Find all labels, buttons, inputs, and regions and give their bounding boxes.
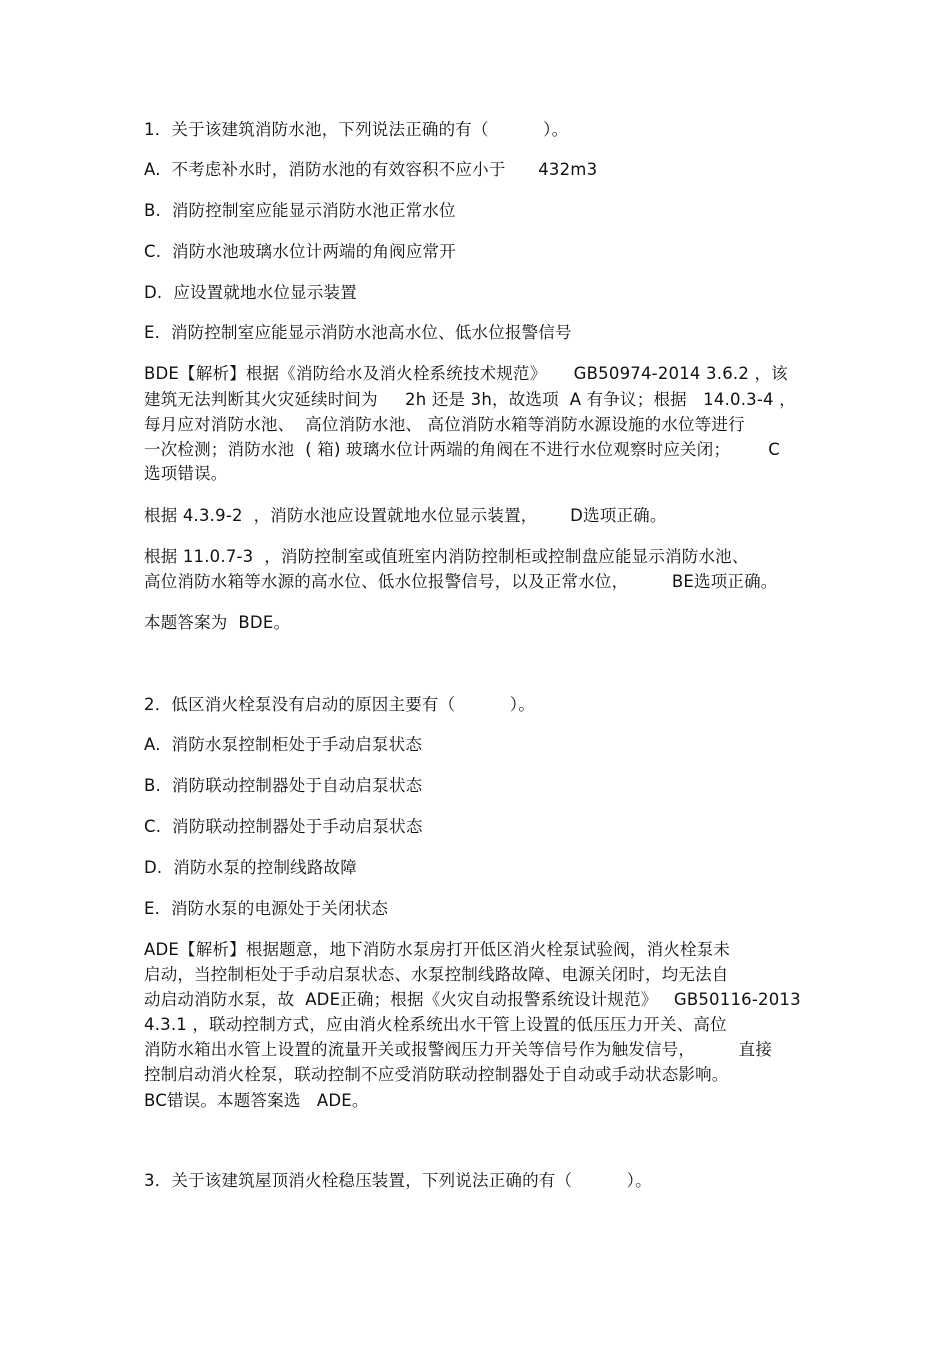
question-1-option-a: A. 不考虑补水时，消防水池的有效容积不应小于 432m3 bbox=[144, 160, 598, 179]
question-2-option-b: B. 消防联动控制器处于自动启泵状态 bbox=[144, 776, 423, 795]
question-2-analysis-line: 动启动消防水泵，故 ADE正确；根据《火灾自动报警系统设计规范》 GB50116-2013 bbox=[144, 990, 801, 1009]
question-1-analysis-line: 根据 4.3.9-2 ，消防水池应设置就地水位显示装置， D选项正确。 bbox=[144, 506, 667, 525]
question-2-analysis-line: 控制启动消火栓泵，联动控制不应受消防联动控制器处于自动或手动状态影响。 bbox=[144, 1065, 729, 1084]
question-1-option-c: C. 消防水池玻璃水位计两端的角阀应常开 bbox=[144, 242, 456, 261]
question-2-analysis-line: 4.3.1 ，联动控制方式，应由消火栓系统出水干管上设置的低压压力开关、高位 bbox=[144, 1015, 727, 1034]
question-2-option-a: A. 消防水泵控制柜处于手动启泵状态 bbox=[144, 735, 423, 754]
question-2-option-e: E. 消防水泵的电源处于关闭状态 bbox=[144, 899, 389, 918]
question-1-analysis-line: 选项错误。 bbox=[144, 464, 228, 483]
question-2-option-c: C. 消防联动控制器处于手动启泵状态 bbox=[144, 817, 423, 836]
question-1-analysis-line: 高位消防水箱等水源的高水位、低水位报警信号，以及正常水位， BE选项正确。 bbox=[144, 572, 778, 591]
question-2-option-d: D. 消防水泵的控制线路故障 bbox=[144, 858, 357, 877]
question-1-analysis-line: 建筑无法判断其火灾延续时间为 2h 还是 3h，故选项 A 有争议；根据 14.0.3-4 ， bbox=[144, 390, 796, 409]
question-2-analysis-line: 消防水箱出水管上设置的流量开关或报警阀压力开关等信号作为触发信号， 直接 bbox=[144, 1040, 773, 1059]
question-2-analysis-line: ADE【解析】根据题意，地下消防水泵房打开低区消火栓泵试验阀，消火栓泵未 bbox=[144, 940, 731, 959]
question-1-analysis-line: 每月应对消防水池、 高位消防水池、 高位消防水箱等消防水源设施的水位等进行 bbox=[144, 415, 745, 434]
question-2-stem: 2．低区消火栓泵没有启动的原因主要有（ ）。 bbox=[144, 695, 535, 714]
question-1-option-b: B. 消防控制室应能显示消防水池正常水位 bbox=[144, 201, 456, 220]
question-1-option-d: D. 应设置就地水位显示装置 bbox=[144, 283, 357, 302]
question-1-analysis-line: 一次检测；消防水池 ( 箱) 玻璃水位计两端的角阀在不进行水位观察时应关闭； C bbox=[144, 440, 780, 459]
question-2-answer: BC错误。本题答案选 ADE。 bbox=[144, 1091, 369, 1110]
question-1-analysis-line: BDE【解析】根据《消防给水及消火栓系统技术规范》 GB50974-2014 3.6.2 ，该 bbox=[144, 364, 788, 383]
question-1-answer: 本题答案为 BDE。 bbox=[144, 613, 291, 632]
question-1-analysis-line: 根据 11.0.7-3 ，消防控制室或值班室内消防控制柜或控制盘应能显示消防水池、 bbox=[144, 547, 749, 566]
question-1-option-e: E. 消防控制室应能显示消防水池高水位、低水位报警信号 bbox=[144, 323, 572, 342]
question-2-analysis-line: 启动，当控制柜处于手动启泵状态、水泵控制线路故障、电源关闭时，均无法自 bbox=[144, 965, 729, 984]
question-3-stem: 3．关于该建筑屋顶消火栓稳压装置，下列说法正确的有（ ）。 bbox=[144, 1171, 652, 1190]
question-1-stem: 1．关于该建筑消防水池，下列说法正确的有（ ）。 bbox=[144, 120, 569, 139]
